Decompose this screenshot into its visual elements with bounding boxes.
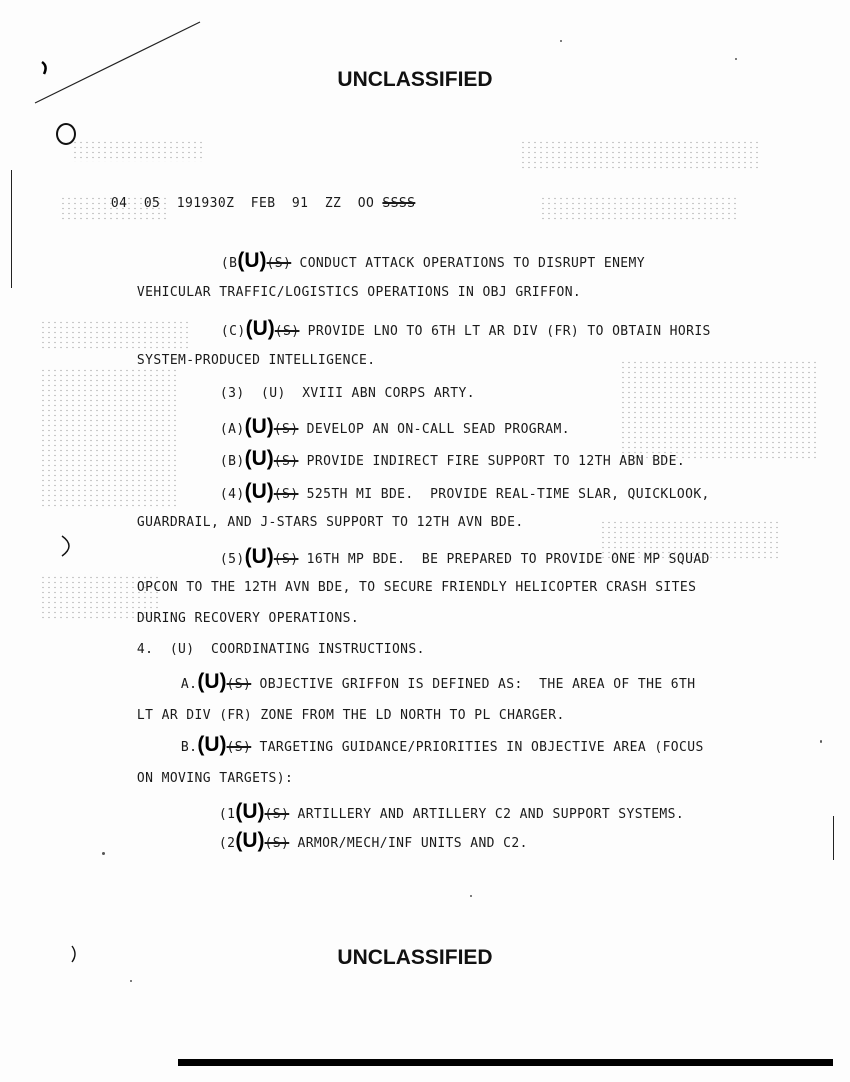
paragraph-text: OBJECTIVE GRIFFON IS DEFINED AS: THE AREA OF THE 6TH [251, 677, 696, 692]
speck [560, 40, 562, 42]
paragraph-text: DEVELOP AN ON-CALL SEAD PROGRAM. [298, 422, 570, 437]
speck [735, 58, 737, 60]
paragraph-line [186, 814, 528, 868]
paragraph-text: GUARDRAIL, AND J-STARS SUPPORT TO 12TH AVN BDE. [136, 515, 524, 530]
paragraph-text: 16TH MP BDE. BE PREPARED TO PROVIDE ONE MP SQUAD [298, 552, 710, 567]
speck [470, 895, 472, 897]
paragraph-number: (B) [219, 454, 245, 469]
paragraph-number: (2 [218, 836, 236, 851]
struck-marking: (S) [273, 487, 299, 502]
struck-marking: (S) [273, 552, 299, 567]
paragraph-text: 4. (U) COORDINATING INSTRUCTIONS. [136, 642, 425, 657]
struck-marking: (S) [266, 256, 292, 271]
paragraph-text: OPCON TO THE 12TH AVN BDE, TO SECURE FRIENDLY HELICOPTER CRASH SITES [136, 580, 697, 595]
scan-noise [540, 196, 740, 222]
classification-footer: UNCLASSIFIED [337, 946, 493, 969]
paragraph-text: TARGETING GUIDANCE/PRIORITIES IN OBJECTIVE AREA (FOCUS [251, 740, 704, 755]
classification-marking: (U) [245, 317, 275, 340]
classification-marking: (U) [197, 733, 227, 756]
paragraph-text: ON MOVING TARGETS): [136, 771, 294, 786]
classification-marking: (U) [244, 545, 274, 568]
paragraph-text: (3) (U) XVIII ABN CORPS ARTY. [219, 386, 475, 401]
paragraph-text: DURING RECOVERY OPERATIONS. [136, 611, 360, 626]
struck-marking: (S) [226, 740, 252, 755]
paragraph-number: A. [180, 677, 198, 692]
dtg-text: 04 05 191930Z FEB 91 ZZ OO [110, 196, 383, 211]
paragraph-text: PROVIDE INDIRECT FIRE SUPPORT TO 12TH ABN BDE. [298, 454, 686, 469]
struck-marking: (S) [226, 677, 252, 692]
struck-marking: (S) [264, 836, 290, 851]
struck-marking: (S) [264, 807, 290, 822]
paragraph-number: (A) [219, 422, 245, 437]
paragraph-number: (B [220, 256, 238, 271]
paragraph-number: (5) [219, 552, 245, 567]
classification-marking: (U) [244, 447, 274, 470]
classification-marking: (U) [244, 415, 274, 438]
scan-noise [520, 140, 760, 170]
paragraph-number: B. [180, 740, 198, 755]
paragraph-number: (1 [218, 807, 236, 822]
message-header-line [78, 181, 415, 226]
scan-noise [72, 140, 202, 162]
speck [102, 852, 105, 855]
struck-marking: (S) [273, 422, 299, 437]
paragraph-text: PROVIDE LNO TO 6TH LT AR DIV (FR) TO OBTAIN HORIS [299, 324, 711, 339]
speck [820, 740, 822, 743]
paragraph-text: VEHICULAR TRAFFIC/LOGISTICS OPERATIONS IN OBJ GRIFFON. [136, 285, 582, 300]
paragraph-text: 525TH MI BDE. PROVIDE REAL-TIME SLAR, QUICKLOOK, [298, 487, 710, 502]
classification-marking: (U) [235, 800, 265, 823]
paragraph-number: (C) [220, 324, 246, 339]
classification-marking: (U) [244, 480, 274, 503]
classification-marking: (U) [237, 249, 267, 272]
classification-marking: (U) [197, 670, 227, 693]
classification-header: UNCLASSIFIED [337, 68, 493, 91]
paragraph-text: CONDUCT ATTACK OPERATIONS TO DISRUPT ENEMY [291, 256, 645, 271]
struck-classification: SSSS [382, 196, 416, 211]
paragraph-text: SYSTEM-PRODUCED INTELLIGENCE. [136, 353, 376, 368]
paragraph-text: ARTILLERY AND ARTILLERY C2 AND SUPPORT SYSTEMS. [289, 807, 685, 822]
speck [130, 980, 132, 982]
classification-marking: (U) [235, 829, 265, 852]
left-margin-line [11, 170, 12, 288]
scan-noise [40, 368, 180, 508]
right-margin-line [833, 816, 834, 860]
paragraph-text: LT AR DIV (FR) ZONE FROM THE LD NORTH TO PL CHARGER. [136, 708, 565, 723]
struck-marking: (S) [274, 324, 300, 339]
bottom-scan-bar [178, 1059, 833, 1066]
paragraph-text: ARMOR/MECH/INF UNITS AND C2. [289, 836, 528, 851]
paragraph-number: (4) [219, 487, 245, 502]
struck-marking: (S) [273, 454, 299, 469]
